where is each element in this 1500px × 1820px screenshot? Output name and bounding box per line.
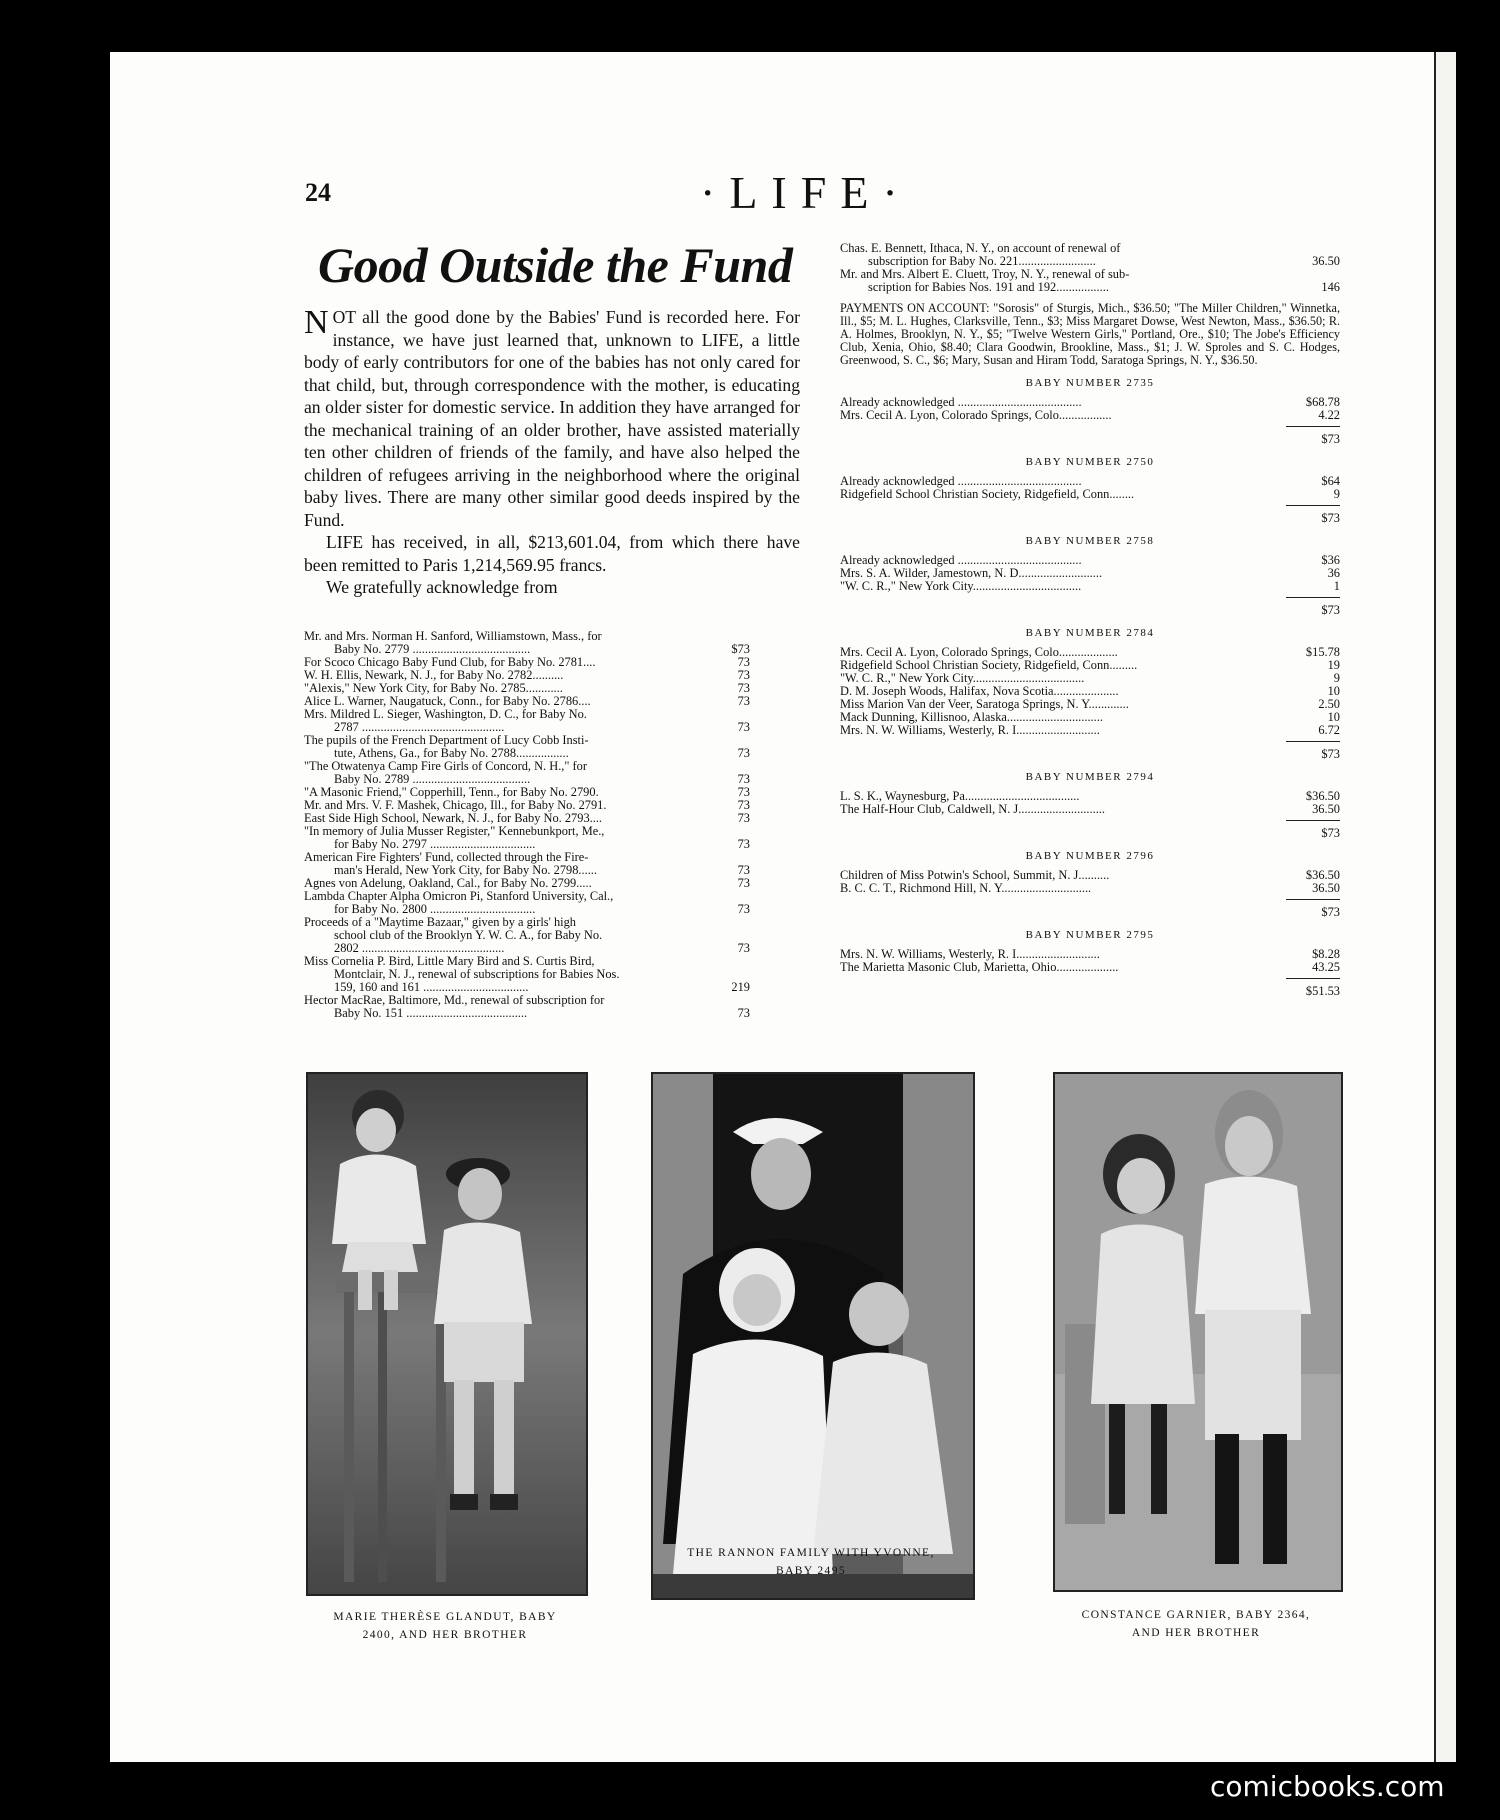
list-item-amount: $8.28 (1312, 947, 1340, 961)
list-item-text: scription for Babies Nos. 191 and 192................. (868, 280, 1109, 294)
list-item-text: Baby No. 151 ....................................... (334, 1006, 528, 1020)
section-total: $51.53 (1286, 978, 1340, 998)
list-item (840, 567, 1340, 580)
site-watermark: comicbooks.com (1210, 1770, 1445, 1803)
list-item-amount: 9 (1333, 671, 1340, 685)
list-item (840, 724, 1340, 737)
list-item (840, 685, 1340, 698)
list-item-text: Mrs. N. W. Williams, Westerly, R. I........................... (840, 724, 1100, 737)
list-item-amount: 219 (731, 980, 750, 994)
baby-number-section (840, 771, 1340, 840)
photo-rannon-image (653, 1074, 973, 1598)
section-title: BABY NUMBER 2784 (1025, 627, 1155, 639)
list-item (840, 711, 1340, 724)
list-item-text: For Scoco Chicago Baby Fund Club, for Baby No. 2781.... (304, 655, 596, 669)
list-item-text: "A Masonic Friend," Copperhill, Tenn., for Baby No. 2790. (304, 785, 599, 799)
list-item-text: tute, Athens, Ga., for Baby No. 2788................. (334, 746, 569, 760)
list-item-amount: 43.25 (1312, 960, 1340, 974)
list-item-amount: 36.50 (1312, 802, 1340, 816)
section-total: $73 (1286, 426, 1340, 446)
list-item-text: "W. C. R.," New York City.................................... (840, 672, 1085, 685)
section-title: BABY NUMBER 2794 (1025, 771, 1155, 783)
section-title: BABY NUMBER 2796 (1025, 850, 1155, 862)
section-title: BABY NUMBER 2750 (1025, 456, 1155, 468)
photo-glandut-image (308, 1074, 586, 1594)
list-item (840, 242, 1340, 268)
list-item-amount: 73 (737, 681, 750, 695)
baby-number-section (840, 535, 1340, 617)
list-item-amount: 6.72 (1318, 723, 1340, 737)
list-item-text: Mrs. Mildred L. Sieger, Washington, D. C., for Baby No. (304, 707, 587, 721)
list-item-text: man's Herald, New York City, for Baby No. 2798...... (334, 863, 597, 877)
section-total: $73 (1286, 505, 1340, 525)
list-item-amount: 73 (737, 902, 750, 916)
list-item-amount: $36.50 (1305, 789, 1340, 803)
baby-number-section (840, 627, 1340, 761)
list-item-text: Mrs. Cecil A. Lyon, Colorado Springs, Colo................... (840, 646, 1118, 659)
list-item (840, 659, 1340, 672)
caption-line: CONSTANCE GARNIER, BABY 2364, (1081, 1609, 1311, 1621)
list-item (304, 708, 750, 734)
list-item-text: D. M. Joseph Woods, Halifax, Nova Scotia..................... (840, 685, 1119, 698)
list-item-text: Mr. and Mrs. Albert E. Cluett, Troy, N. Y., renewal of sub- (840, 267, 1130, 281)
list-item (840, 672, 1340, 685)
acknowledgement-list (304, 630, 750, 1020)
list-item-amount: 9 (1333, 487, 1340, 501)
list-item (840, 488, 1340, 501)
list-item-text: Mrs. Cecil A. Lyon, Colorado Springs, Colo................. (840, 409, 1112, 422)
list-item-text: 2787 .............................................. (334, 720, 505, 734)
list-item (304, 760, 750, 786)
section-total: $73 (1286, 597, 1340, 617)
photo-garnier (1053, 1072, 1343, 1592)
renewal-list (840, 242, 1340, 294)
list-item-text: for Baby No. 2797 .................................. (334, 837, 536, 851)
list-item-amount: 73 (737, 876, 750, 890)
list-item-amount: $36 (1321, 553, 1340, 567)
list-item-text: Mrs. N. W. Williams, Westerly, R. I........................... (840, 948, 1100, 961)
list-item-text: East Side High School, Newark, N. J., for Baby No. 2793.... (304, 811, 603, 825)
page-number: 24 (305, 178, 331, 207)
list-item (304, 630, 750, 656)
caption-line: MARIE THERÈSE GLANDUT, BABY (333, 1611, 557, 1623)
list-item (840, 882, 1340, 895)
list-item (304, 825, 750, 851)
intro-paragraph-2: LIFE has received, in all, $213,601.04, from which there have been remitted to Paris 1,214,569.95 francs. (304, 532, 800, 575)
section-title: BABY NUMBER 2795 (1025, 929, 1155, 941)
list-item-text: Mr. and Mrs. V. F. Mashek, Chicago, Ill., for Baby No. 2791. (304, 798, 607, 812)
list-item (840, 396, 1340, 409)
photo-garnier-image (1055, 1074, 1341, 1590)
caption-line: AND HER BROTHER (1131, 1627, 1261, 1639)
list-item-text: The pupils of the French Department of Lucy Cobb Insti- (304, 733, 589, 747)
list-item-amount: 10 (1327, 684, 1340, 698)
list-item-amount: 4.22 (1318, 408, 1340, 422)
list-item-text: 159, 160 and 161 .................................. (334, 980, 529, 994)
list-item (840, 803, 1340, 816)
photo-garnier-caption (1040, 1606, 1352, 1642)
drop-cap: N (304, 304, 329, 341)
list-item-amount: 73 (737, 785, 750, 799)
list-item (304, 851, 750, 877)
list-item-text: Mr. and Mrs. Norman H. Sanford, Williamstown, Mass., for (304, 629, 602, 643)
list-item-text: "The Otwatenya Camp Fire Girls of Concord, N. H.," for (304, 759, 587, 773)
payments-on-account: PAYMENTS ON ACCOUNT: "Sorosis" of Sturgis, Mich., $36.50; "The Miller Children," Winnetka, Ill., $5; M. L. Hughes, Clarksville, Tenn., $3; Miss Margaret Dowse, West Newton, Mass., $36.50; R. A. Holmes, Brooklyn, N. Y., $5; "Twelve Western Girls," Portland, Ore., $10; The Jobe's Efficiency Club, Xenia, Ohio, $8.40; Clara Goodwin, Brookline, Mass., $1; J. W. Sproles and S. C. Hodges, Greenwood, S. C., $6; Mary, Susan and Hiram Todd, Saratoga Springs, N. Y., $36.50. (840, 301, 1340, 367)
list-item (304, 890, 750, 916)
list-item-amount: 73 (737, 837, 750, 851)
list-item-text: Mack Dunning, Killisnoo, Alaska............................... (840, 711, 1103, 724)
list-item-text: "In memory of Julia Musser Register," Kennebunkport, Me., (304, 824, 605, 838)
list-item-text: Miss Cornelia P. Bird, Little Mary Bird and S. Curtis Bird, (304, 954, 595, 968)
list-item-amount: 36.50 (1312, 254, 1340, 268)
list-item-text: The Half-Hour Club, Caldwell, N. J............................ (840, 803, 1105, 816)
list-item (840, 698, 1340, 711)
baby-number-section (840, 377, 1340, 446)
section-total: $73 (1286, 741, 1340, 761)
list-item-amount: $64 (1321, 474, 1340, 488)
list-item-text: B. C. C. T., Richmond Hill, N. Y............................. (840, 882, 1092, 895)
section-total: $73 (1286, 820, 1340, 840)
list-item-text: Miss Marion Van der Veer, Saratoga Springs, N. Y............. (840, 698, 1129, 711)
list-item-text: 2802 .............................................. (334, 941, 505, 955)
article-intro (304, 306, 800, 599)
list-item-text: "Alexis," New York City, for Baby No. 2785............ (304, 681, 563, 695)
masthead: ·LIFE· (700, 167, 912, 218)
list-item-text: American Fire Fighters' Fund, collected through the Fire- (304, 850, 589, 864)
caption-line: THE RANNON FAMILY WITH YVONNE, (687, 1547, 935, 1559)
right-column (840, 242, 1340, 998)
list-item-amount: 73 (737, 668, 750, 682)
list-item-amount: $68.78 (1305, 395, 1340, 409)
list-item-text: for Baby No. 2800 .................................. (334, 902, 536, 916)
section-title: BABY NUMBER 2735 (1025, 377, 1155, 389)
section-total: $73 (1286, 899, 1340, 919)
list-item-text: Montclair, N. J., renewal of subscriptions for Babies Nos. (334, 967, 620, 981)
list-item-text: Proceeds of a "Maytime Bazaar," given by a girls' high (304, 915, 576, 929)
photo-glandut (306, 1072, 588, 1596)
photo-rannon (651, 1072, 975, 1600)
list-item-text: school club of the Brooklyn Y. W. C. A., for Baby No. (334, 928, 603, 942)
list-item-amount: 10 (1327, 710, 1340, 724)
list-item (840, 790, 1340, 803)
list-item-amount: 36.50 (1312, 881, 1340, 895)
list-item-amount: 1 (1333, 579, 1340, 593)
baby-number-section (840, 929, 1340, 998)
list-item-amount: 146 (1321, 280, 1340, 294)
list-item-amount: 73 (737, 863, 750, 877)
intro-paragraph-3: We gratefully acknowledge from (326, 577, 558, 597)
list-item (304, 734, 750, 760)
list-item (840, 554, 1340, 567)
list-item-text: Already acknowledged ........................................ (840, 396, 1082, 409)
list-item-text: Ridgefield School Christian Society, Ridgefield, Conn........ (840, 488, 1135, 501)
list-item-text: Chas. E. Bennett, Ithaca, N. Y., on account of renewal of (840, 241, 1121, 255)
list-item-text: Already acknowledged ........................................ (840, 475, 1082, 488)
list-item (840, 580, 1340, 593)
list-item-amount: 2.50 (1318, 697, 1340, 711)
list-item-text: Hector MacRae, Baltimore, Md., renewal of subscription for (304, 993, 605, 1007)
list-item-text: Mrs. S. A. Wilder, Jamestown, N. D........................... (840, 567, 1103, 580)
caption-line: BABY 2495 (776, 1565, 846, 1577)
list-item-text: Agnes von Adelung, Oakland, Cal., for Baby No. 2799..... (304, 876, 592, 890)
list-item-amount: 19 (1327, 658, 1340, 672)
list-item-amount: 73 (737, 720, 750, 734)
list-item (840, 475, 1340, 488)
list-item-text: The Marietta Masonic Club, Marietta, Ohio.................... (840, 961, 1119, 974)
list-item-amount: 73 (737, 798, 750, 812)
list-item-text: L. S. K., Waynesburg, Pa..................................... (840, 790, 1080, 803)
list-item (840, 409, 1340, 422)
list-item-amount: 73 (737, 1006, 750, 1020)
list-item (840, 268, 1340, 294)
list-item-amount: $15.78 (1305, 645, 1340, 659)
list-item-text: Already acknowledged ........................................ (840, 554, 1082, 567)
baby-number-section (840, 850, 1340, 919)
baby-number-sections (840, 377, 1340, 998)
list-item-text: W. H. Ellis, Newark, N. J., for Baby No. 2782.......... (304, 668, 564, 682)
list-item (840, 961, 1340, 974)
list-item-amount: 73 (737, 772, 750, 786)
list-item-text: Lambda Chapter Alpha Omicron Pi, Stanford University, Cal., (304, 889, 614, 903)
list-item-amount: 73 (737, 655, 750, 669)
list-item-amount: 73 (737, 746, 750, 760)
list-item-text: Baby No. 2789 ...................................... (334, 772, 531, 786)
list-item-amount: $73 (731, 642, 750, 656)
list-item (840, 869, 1340, 882)
list-item-text: Baby No. 2779 ...................................... (334, 642, 531, 656)
photo-rannon-caption (650, 1544, 972, 1580)
facing-page-edge (1434, 52, 1456, 1762)
list-item-text: Alice L. Warner, Naugatuck, Conn., for Baby No. 2786.... (304, 694, 591, 708)
list-item-amount: 73 (737, 694, 750, 708)
photo-glandut-caption (296, 1608, 594, 1644)
intro-paragraph-1: OT all the good done by the Babies' Fund is recorded here. For instance, we have just learned that, unknown to LIFE, a little body of early contributors for one of the babies has not only cared for that child, but, through correspondence with the mother, is educating an older sister for domestic service. In addition they have arranged for the mechanical training of an older brother, have assisted materially ten other children of friends of the family, and have also helped the children of refugees arriving in the neighborhood where the original baby lives. There are many other similar good deeds inspired by the Fund. (304, 307, 800, 530)
list-item-text: "W. C. R.," New York City................................... (840, 580, 1082, 593)
list-item (304, 994, 750, 1020)
list-item (304, 916, 750, 955)
list-item-text: Ridgefield School Christian Society, Ridgefield, Conn......... (840, 659, 1138, 672)
list-item-amount: 73 (737, 941, 750, 955)
list-item (840, 948, 1340, 961)
article-headline: Good Outside the Fund (318, 237, 793, 293)
list-item (304, 955, 750, 994)
list-item-amount: $36.50 (1305, 868, 1340, 882)
section-title: BABY NUMBER 2758 (1025, 535, 1155, 547)
list-item-text: Children of Miss Potwin's School, Summit, N. J.......... (840, 869, 1110, 882)
baby-number-section (840, 456, 1340, 525)
caption-line: 2400, AND HER BROTHER (362, 1629, 528, 1641)
list-item (840, 646, 1340, 659)
list-item-amount: 36 (1327, 566, 1340, 580)
list-item-text: subscription for Baby No. 221......................... (868, 254, 1096, 268)
list-item-amount: 73 (737, 811, 750, 825)
